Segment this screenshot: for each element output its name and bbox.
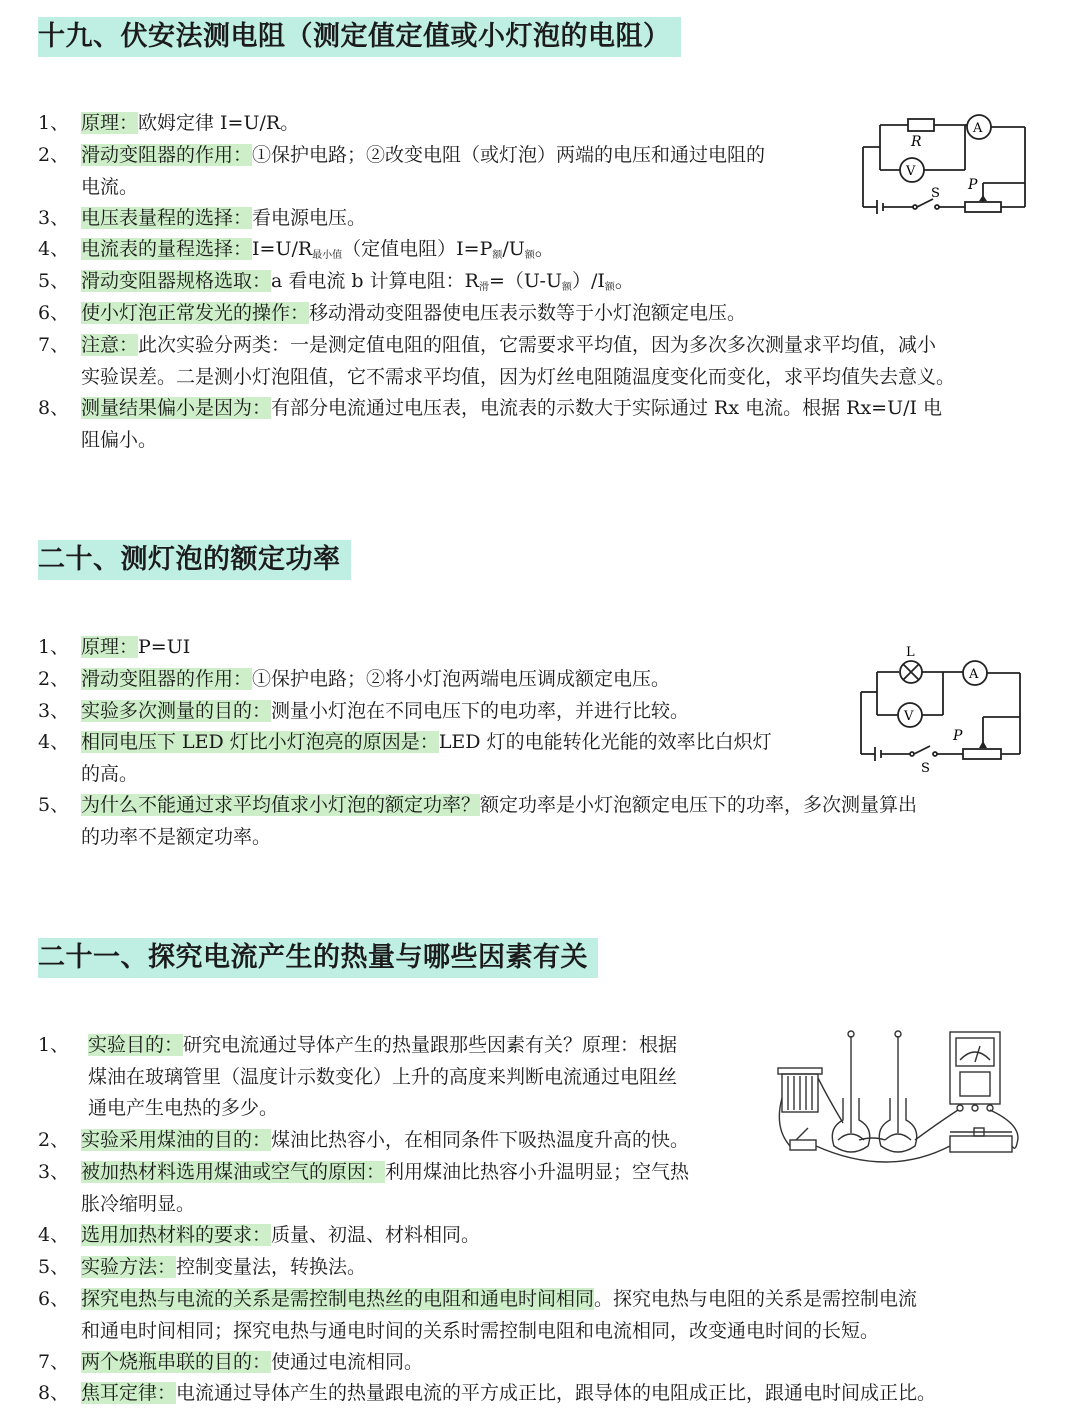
- item-text-continued: 煤油在玻璃管里（温度计示数变化）上升的高度来判断电流通过电阻丝: [88, 1065, 678, 1088]
- subscript: 额: [524, 250, 535, 261]
- item-number: 3、: [38, 207, 70, 229]
- rheostat-icon: [963, 749, 1001, 759]
- item-text: 欧姆定律 I=U/R。: [138, 112, 300, 134]
- item-text: P=UI: [138, 636, 191, 658]
- rheostat-icon: [965, 202, 1001, 212]
- label-s: S: [931, 186, 940, 201]
- item-text-continued: 阻偏小。: [81, 428, 158, 451]
- label-v: V: [904, 709, 914, 724]
- item-number: 1、: [38, 1034, 70, 1056]
- item-text: （定值电阻）I=P: [342, 238, 493, 260]
- item-text: /U: [502, 238, 525, 260]
- item-number: 6、: [38, 302, 70, 324]
- item-text-continued: 电流。: [81, 175, 139, 198]
- battery-pack-icon: [778, 1068, 822, 1112]
- item-label: 原理：: [81, 636, 139, 658]
- item-label: 电流表的量程选择：: [81, 238, 253, 260]
- switch-icon: [914, 746, 930, 754]
- item-text: 质量、初温、材料相同。: [271, 1224, 481, 1246]
- resistor-r-icon: [908, 119, 934, 131]
- item-label: 实验目的：: [88, 1034, 184, 1056]
- item-label: 焦耳定律：: [81, 1382, 177, 1404]
- item-text: 。: [534, 238, 554, 260]
- circuit-diagram-power: [855, 642, 1035, 777]
- section-21-heading: 二十一、探究电流产生的热量与哪些因素有关: [38, 938, 598, 978]
- item-text-continued: 的高。: [81, 762, 139, 785]
- label-r: R: [911, 134, 922, 150]
- label-a: A: [969, 667, 979, 682]
- item-number: 1、: [38, 636, 70, 658]
- item-text: 控制变量法，转换法。: [176, 1256, 367, 1278]
- label-l: L: [906, 645, 915, 660]
- item-text-continued: 通电产生电热的多少。: [88, 1097, 279, 1119]
- item-text: 额定功率是小灯泡额定电压下的功率，多次测量算出: [480, 794, 918, 816]
- item-number: 3、: [38, 1161, 70, 1183]
- ammeter-meter-icon: [950, 1032, 1000, 1111]
- item-text: 此次实验分两类：一是测定值电阻的阻值，它需要求平均值，因为多次多次测量求平均值，减小: [138, 334, 937, 356]
- item-label: 滑动变阻器的作用：: [81, 144, 253, 166]
- label-p: P: [968, 177, 978, 193]
- subscript: 滑: [478, 282, 489, 293]
- item-label: 实验采用煤油的目的：: [81, 1129, 272, 1151]
- slide-rheostat-icon: [950, 1128, 1012, 1152]
- section-19-heading: 十九、伏安法测电阻（测定值定值或小灯泡的电阻）: [38, 17, 681, 57]
- item-label: 相同电压下 LED 灯比小灯泡亮的原因是：: [81, 731, 439, 753]
- item-number: 7、: [38, 1351, 70, 1373]
- item-text: LED 灯的电能转化光能的效率比白炽灯: [438, 731, 772, 753]
- item-text-continued: 胀冷缩明显。: [81, 1192, 196, 1215]
- flask-thermometer-icon: [879, 1031, 916, 1152]
- subscript: 额: [492, 250, 503, 261]
- item-text: I=U/R: [252, 238, 313, 260]
- item-label: 实验多次测量的目的：: [81, 700, 272, 722]
- label-s: S: [921, 761, 930, 776]
- item-text-continued: 的功率不是额定功率。: [81, 825, 272, 848]
- item-number: 2、: [38, 1129, 70, 1151]
- item-label: 实验方法：: [81, 1256, 177, 1278]
- item-number: 5、: [38, 1256, 70, 1278]
- item-label: 为什么不能通过求平均值求小灯泡的额定功率？: [81, 794, 481, 816]
- item-text: =（U-U: [488, 270, 562, 292]
- item-text: 测量小灯泡在不同电压下的电功率，并进行比较。: [271, 700, 690, 722]
- item-number: 8、: [38, 397, 70, 419]
- label-p: P: [953, 728, 963, 744]
- item-text: 电流通过导体产生的热量跟电流的平方成正比，跟导体的电阻成正比，跟通电时间成正比。: [176, 1382, 937, 1404]
- subscript: 最小值: [312, 250, 343, 261]
- item-number: 2、: [38, 668, 70, 690]
- item-number: 8、: [38, 1382, 70, 1404]
- item-text: 移动滑动变阻器使电压表示数等于小灯泡额定电压。: [309, 302, 747, 324]
- section-20-heading: 二十、测灯泡的额定功率: [38, 540, 351, 580]
- item-number: 5、: [38, 270, 70, 292]
- item-number: 6、: [38, 1288, 70, 1310]
- item-label: 被加热材料选用煤油或空气的原因：: [81, 1161, 386, 1183]
- subscript: 额: [604, 282, 615, 293]
- item-number: 5、: [38, 794, 70, 816]
- item-text: 煤油比热容小，在相同条件下吸热温度升高的快。: [271, 1129, 690, 1151]
- item-number: 4、: [38, 238, 70, 260]
- item-text: ①保护电路；②将小灯泡两端电压调成额定电压。: [252, 668, 671, 690]
- item-text: 利用煤油比热容小升温明显；空气热: [385, 1161, 690, 1183]
- item-text: ①保护电路；②改变电阻（或灯泡）两端的电压和通过电阻的: [252, 144, 766, 166]
- item-text: 。: [614, 270, 634, 292]
- circuit-diagram-voltammetry: [855, 105, 1035, 220]
- label-v: V: [906, 164, 916, 179]
- item-label: 测量结果偏小是因为：: [81, 397, 272, 419]
- item-number: 2、: [38, 144, 70, 166]
- knife-switch-icon: [790, 1128, 816, 1150]
- subscript: 额: [561, 282, 572, 293]
- item-number: 1、: [38, 112, 70, 134]
- flask-thermometer-icon: [832, 1031, 869, 1152]
- item-label: 注意：: [81, 334, 139, 356]
- item-number: 4、: [38, 1224, 70, 1246]
- item-number: 3、: [38, 700, 70, 722]
- item-text: 有部分电流通过电压表，电流表的示数大于实际通过 Rx 电流。根据 Rx=U/I 电: [271, 397, 943, 419]
- item-label: 原理：: [81, 112, 139, 134]
- item-label: 两个烧瓶串联的目的：: [81, 1351, 272, 1373]
- item-number: 7、: [38, 334, 70, 356]
- item-text-continued: 实验误差。二是测小灯泡阻值，它不需求平均值，因为灯丝电阻随温度变化而变化，求平均值失去意义。: [81, 365, 956, 388]
- item-text: 研究电流通过导体产生的热量跟那些因素有关？原理：根据: [183, 1034, 678, 1056]
- item-label: 滑动变阻器规格选取：: [81, 270, 272, 292]
- item-text: 使通过电流相同。: [271, 1351, 424, 1373]
- item-label: 探究电热与电流的关系是需控制电热丝的电阻和通电时间相同: [81, 1288, 595, 1310]
- item-label: 选用加热材料的要求：: [81, 1224, 272, 1246]
- label-a: A: [973, 121, 983, 136]
- item-text: 。探究电热与电阻的关系是需控制电流: [594, 1288, 918, 1310]
- item-label: 使小灯泡正常发光的操作：: [81, 302, 310, 324]
- item-label: 电压表量程的选择：: [81, 207, 253, 229]
- item-label: 滑动变阻器的作用：: [81, 668, 253, 690]
- joule-heating-apparatus-illustration: [768, 1028, 1038, 1178]
- item-text: a 看电流 b 计算电阻：R: [271, 270, 479, 292]
- item-text: 看电源电压。: [252, 207, 367, 229]
- item-number: 4、: [38, 731, 70, 753]
- item-text: ）/I: [571, 270, 605, 292]
- item-text-continued: 和通电时间相同；探究电热与通电时间的关系时需控制电阻和电流相同，改变通电时间的长短。: [81, 1319, 880, 1342]
